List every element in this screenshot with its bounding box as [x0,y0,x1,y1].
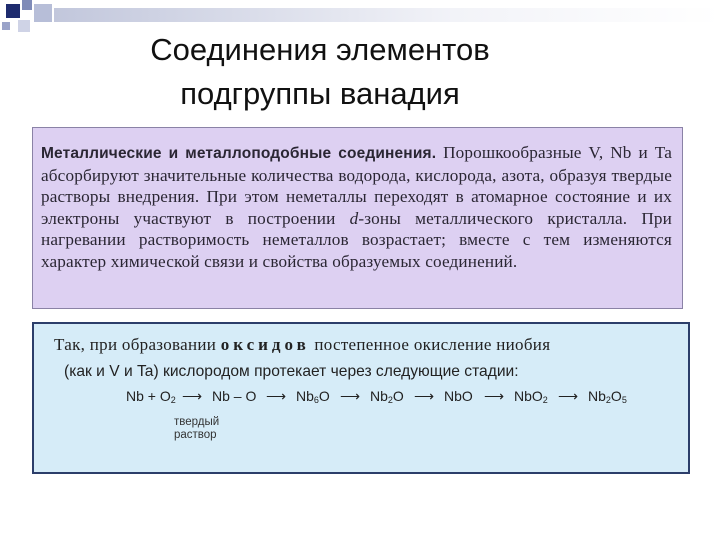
paragraph-text-part-2: -зоны металлического кристалла. При нагревании растворимость неметаллов возрастает; вместе с тем изменяются характер химической связи и свойства образуемых соединений. [41,208,673,271]
scheme-step-3: $Nb_6O$ [296,388,330,405]
slide-title [90,28,550,116]
title-line-1: Соединения элементов [150,32,490,67]
note-line-2: раствор [174,429,217,441]
oxides-line-1 [54,332,680,358]
scheme-arrow-6: ⟶ [558,388,579,404]
oxides-line-1-start: Так, при образовании [54,335,221,354]
scheme-step-4: $Nb_2O$ [370,388,404,405]
scheme-arrow-4: ⟶ [414,388,435,404]
solid-solution-note [174,416,219,442]
note-line-1: твердый [174,416,220,428]
scheme-step-6: NbO$_2$ [514,388,548,405]
paragraph-lead: Металлические и металлоподобные соединения. [41,145,437,162]
scheme-arrow-1: ⟶ [182,388,203,404]
scheme-step-7: $Nb_2O_5$ [588,388,627,405]
scheme-step-1: $Nb + O_2$ [126,388,176,405]
d-letter: d [349,208,359,228]
scheme-step-5: NbO [444,388,473,404]
scheme-arrow-3: ⟶ [340,388,361,404]
oxides-word: оксидов [220,335,310,354]
oxidation-scheme [126,388,680,412]
scheme-arrow-5: ⟶ [484,388,505,404]
title-line-2: подгруппы ванадия [180,76,460,111]
scheme-step-2: Nb – O [212,388,257,404]
oxides-line-2: (как и V и Ta) кислородом протекает через следующие стадии: [64,363,519,380]
paragraph-text-part-1: Порошкообразные V, Nb и Ta абсорбируют значительные количества водорода, кислорода, азота, образуя твердые растворы внедрения. При этом неметаллы переходят в атомарное состояние и их электроны участвуют в построении [41,143,672,228]
oxides-paragraph [32,322,690,474]
oxides-line-1-end: постепенное окисление ниобия [309,335,551,354]
metallic-compounds-paragraph [32,127,683,309]
scheme-arrow-2: ⟶ [266,388,287,404]
